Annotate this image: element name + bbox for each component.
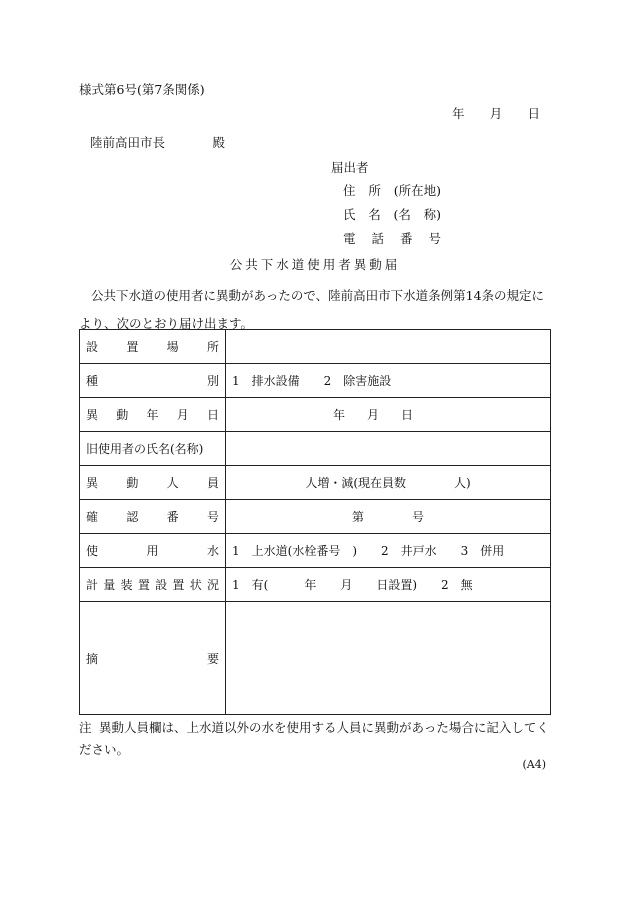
label-char: 番 [166,510,179,524]
label-water-used [80,534,226,568]
label-char: 確 [86,510,99,524]
addressee-name: 陸前高田市長 [90,135,166,150]
field-type[interactable]: 1 排水設備 2 除害施設 [226,364,551,398]
label-type [80,364,226,398]
table-row [80,534,551,568]
date-year-label: 年 [452,106,465,121]
label-char: 種 [86,374,99,388]
form-number: 様式第6号(第7条関係) [79,82,205,97]
notifier-phone [343,229,441,247]
label-char: 号 [206,510,219,524]
notifier-address-char: 住 [343,183,356,198]
notifier-address [343,181,441,199]
notifier-name-char: 氏 [343,207,356,222]
date-year-label: 年 [332,408,345,422]
label-char: 置 [126,340,139,354]
label-char: 動 [116,408,129,422]
date-line [452,104,540,122]
notifier-phone-char: 話 [371,231,384,246]
date-month-label: 月 [366,408,379,422]
table-row [80,602,551,715]
label-char: 日 [206,408,219,422]
date-day-label: 日 [401,408,414,422]
table-row [80,568,551,602]
label-char: 装 [120,578,133,592]
table-row [80,500,551,534]
label-installation-place [80,330,226,364]
notifier-name [343,205,441,223]
field-water-used[interactable]: 1 上水道(水栓番号 ) 2 井戸水 3 併用 [226,534,551,568]
label-char: 用 [146,544,159,558]
label-previous-user-name: 旧使用者の氏名(名称) [80,432,226,466]
paper-size: (A4) [522,758,546,771]
notifier-address-suffix: (所在地) [393,183,441,198]
notifier-address-char: 所 [368,183,381,198]
label-char: 月 [176,408,189,422]
label-char: 状 [189,578,202,592]
date-day-label: 日 [527,106,540,121]
date-month-label: 月 [489,106,503,121]
notifier-name-char: (名 [393,207,411,222]
label-remarks [80,602,226,715]
label-confirmation-number [80,500,226,534]
notifier-label: 届出者 [331,160,369,175]
label-char: 使 [86,544,99,558]
label-char: 人 [166,476,179,490]
label-char: 置 [137,578,150,592]
label-char: 員 [206,476,219,490]
label-change-persons [80,466,226,500]
document-title: 公共下水道使用者異動届 [229,257,401,272]
label-char: 別 [206,374,219,388]
notifier-name-char: 名 [368,207,381,222]
field-meter-status[interactable]: 1 有( 年 月 日設置) 2 無 [226,568,551,602]
note-mark: 注 [79,720,92,735]
label-char: 異 [86,476,99,490]
body-text: 公共下水道の使用者に異動があったので、陸前高田市下水道条例第14条の規定により、次のとおり届け出ます。 [79,288,545,331]
label-char: 場 [166,340,179,354]
addressee [90,133,225,151]
field-installation-place[interactable] [226,330,551,364]
label-char: 況 [206,578,219,592]
table-row [80,466,551,500]
note [79,717,551,761]
label-char: 置 [172,578,185,592]
notifier-name-char: 称) [423,207,441,222]
label-char: 設 [86,340,99,354]
label-char: 摘 [86,651,99,666]
label-char: 計 [86,578,99,592]
form-table [79,329,551,715]
notifier-phone-char: 号 [428,231,441,246]
label-char: 認 [126,510,139,524]
field-previous-user-name[interactable] [226,432,551,466]
label-char: 異 [86,408,99,422]
field-change-date[interactable] [226,398,551,432]
label-char: 要 [206,651,219,666]
label-char: 年 [146,408,159,422]
note-text: 異動人員欄は、上水道以外の水を使用する人員に異動があった場合に記入してください。 [79,720,549,757]
table-row [80,330,551,364]
table-row [80,398,551,432]
table-row [80,364,551,398]
label-char: 量 [103,578,116,592]
label-meter-status [80,568,226,602]
label-char: 所 [206,340,219,354]
notifier-phone-char: 電 [343,231,356,246]
label-char: 設 [155,578,168,592]
label-char: 水 [206,544,219,558]
table-row [80,432,551,466]
field-confirmation-number[interactable]: 第 号 [226,500,551,534]
notifier-phone-char: 番 [399,231,413,246]
addressee-honorific: 殿 [212,135,225,150]
field-remarks[interactable] [226,602,551,715]
field-change-persons[interactable]: 人増・減(現在員数 人) [226,466,551,500]
label-char: 動 [126,476,139,490]
